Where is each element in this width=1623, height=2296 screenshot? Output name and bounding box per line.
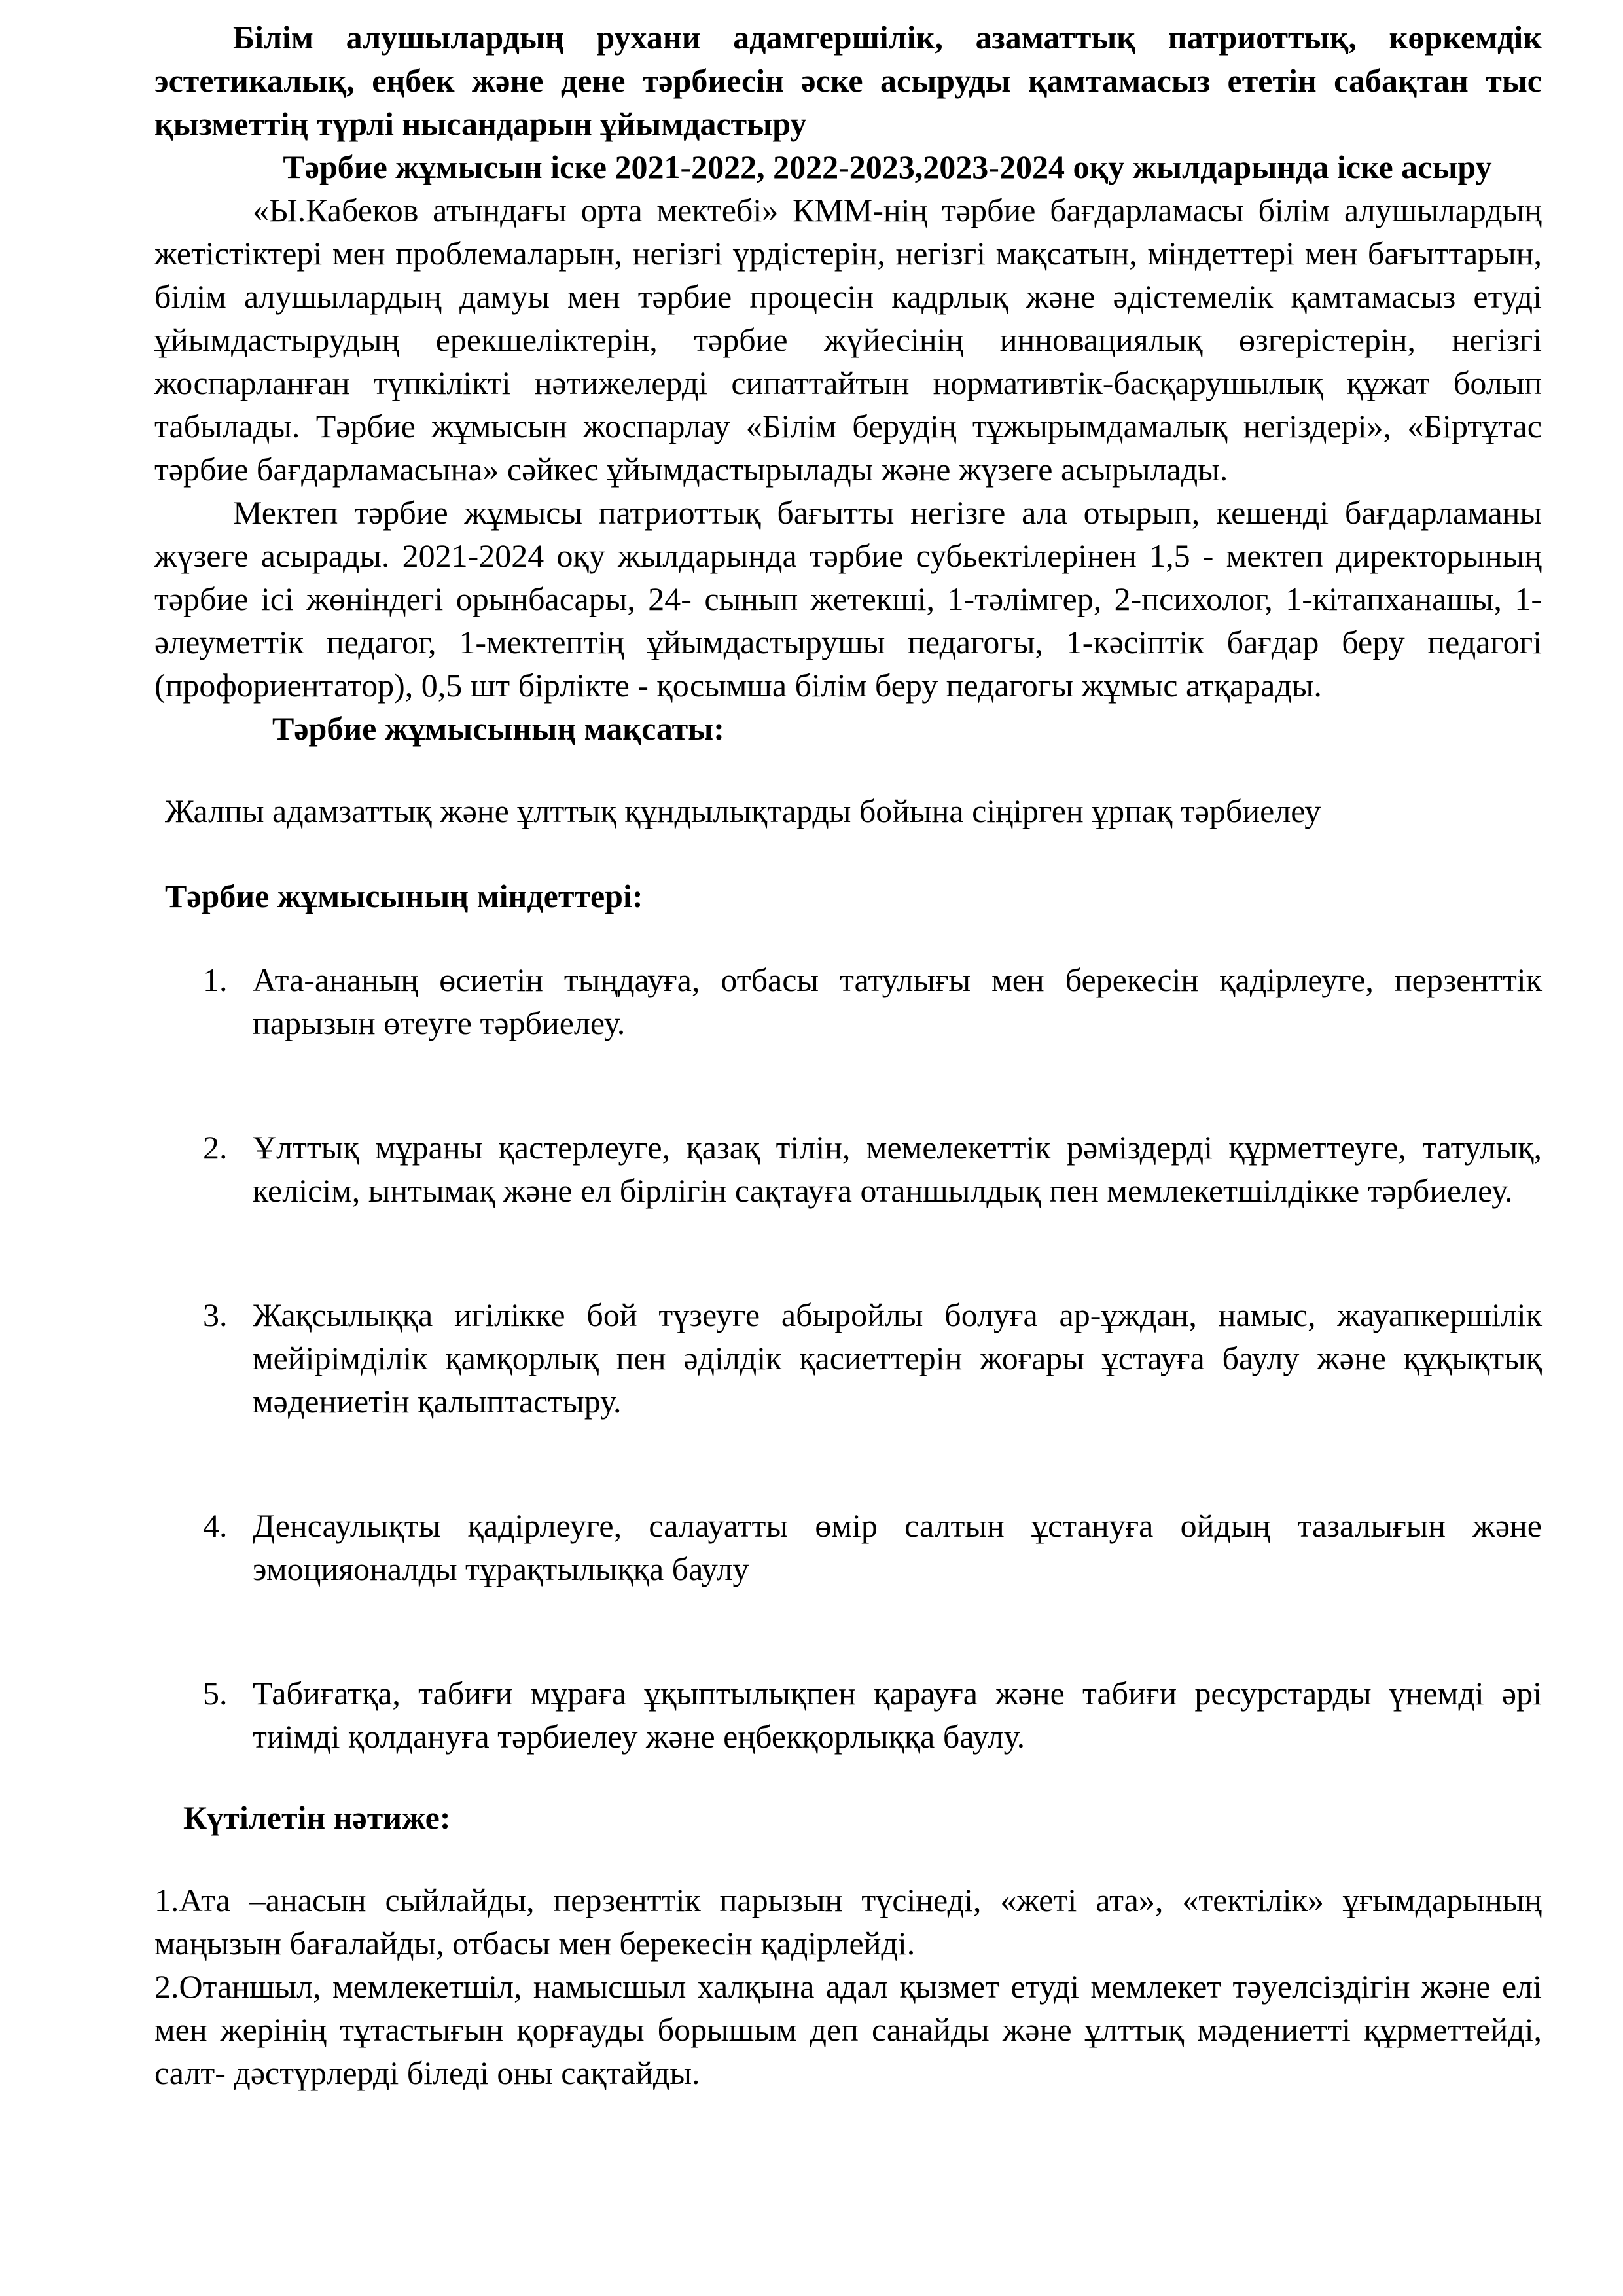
task-text: Ата-ананың өсиетін тыңдауға, отбасы татулығы мен берекесін қадірлеуге, перзенттік парызын өтеуге тәрбиелеу. — [253, 961, 1542, 1041]
goal-heading: Тәрбие жұмысының мақсаты: — [272, 710, 724, 747]
task-text: Жақсылыққа игілікке бой түзеуге абыройлы болуға ар-ұждан, намыс, жауапкершілік мейірімділік қамқорлық пен әділдік қасиеттерін жоғары ұстауға баулу және құқықтық мәдениетін қалыптастыру. — [253, 1297, 1542, 1420]
task-item — [154, 958, 1542, 1045]
document-subtitle: Тәрбие жұмысын іске 2021-2022, 2022-2023,2023-2024 оқу жылдарында іске асыру — [283, 149, 1492, 185]
task-item — [154, 1504, 1542, 1590]
task-text: Табиғатқа, табиғи мұраға ұқыптылықпен қарауға және табиғи ресурстарды үнемді әрі тиімді қолдануға тәрбиелеу және еңбекқорлыққа баулу. — [253, 1675, 1542, 1755]
staff-paragraph: Мектеп тәрбие жұмысы патриоттық бағытты негізге ала отырып, кешенді бағдарламаны жүзеге асырады. 2021-2024 оқу жылдарында тәрбие субьектілерінен 1,5 - мектеп директорының тәрбие ісі жөніндегі орынбасары, 24- сынып жетекші, 1-тәлімгер, 2-психолог, 1-кітапханашы, 1-әлеуметтік педагог, 1-мектептің ұйымдастырушы педагогы, 1-кәсіптік бағдар беру педагогі (профориентатор), 0,5 шт бірлікте - қосымша білім беру педагогы жұмыс атқарады. — [154, 494, 1542, 704]
task-number: 4. — [203, 1507, 228, 1544]
result-item: 2.Отаншыл, мемлекетшіл, намысшыл халқына адал қызмет етуді мемлекет тәуелсіздігін және елі мен жерінің тұтастығын қорғауды борышым деп санайды және ұлттық мәдениетті құрметтейді, салт- дәстүрлерді біледі оны сақтайды. — [154, 1968, 1542, 2091]
results-heading: Күтілетін нәтиже: — [183, 1799, 451, 1836]
tasks-heading: Тәрбие жұмысының міндеттері: — [165, 878, 643, 914]
task-item — [154, 1293, 1542, 1423]
document-page — [154, 16, 1542, 2094]
task-item — [154, 1672, 1542, 1758]
task-text: Денсаулықты қадірлеуге, салауатты өмір салтын ұстануға ойдың тазалығын және эмоцияоналды тұрақтылыққа баулу — [253, 1507, 1542, 1587]
goal-text: Жалпы адамзаттық және ұлттық құндылықтарды бойына сіңірген ұрпақ тәрбиелеу — [165, 793, 1321, 829]
intro-paragraph: «Ы.Кабеков атындағы орта мектебі» КММ-нің тәрбие бағдарламасы білім алушылардың жетістіктері мен проблемаларын, негізгі үрдістерін, негізгі мақсатын, міндеттері мен бағыттарын, білім алушылардың дамуы мен тәрбие процесін кадрлық және әдістемелік қамтамасыз етуді ұйымдастырудың ерекшеліктерін, тәрбие жүйесінің инновациялық өзгерістерін, негізгі жоспарланған түпкілікті нәтижелерді сипаттайтын нормативтік-басқарушылық құжат болып табылады. Тәрбие жұмысын жоспарлау «Білім берудің тұжырымдамалық негіздері», «Біртұтас тәрбие бағдарламасына» сәйкес ұйымдастырылады және жүзеге асырылады. — [154, 192, 1542, 488]
task-item — [154, 1126, 1542, 1212]
task-number: 1. — [203, 961, 228, 998]
tasks-list — [154, 958, 1542, 1758]
document-title: Білім алушылардың рухани адамгершілік, азаматтық патриоттық, көркемдік эстетикалық, еңбек және дене тәрбиесін әске асыруды қамтамасыз ететін сабақтан тыс қызметтің түрлі нысандарын ұйымдастыру — [154, 19, 1542, 142]
task-number: 3. — [203, 1297, 228, 1333]
task-number: 5. — [203, 1675, 228, 1712]
task-number: 2. — [203, 1129, 228, 1166]
task-text: Ұлттық мұраны қастерлеуге, қазақ тілін, мемелекеттік рәміздерді құрметтеуге, татулық, келісім, ынтымақ және ел бірлігін сақтауға отаншылдық пен мемлекетшілдікке тәрбиелеу. — [253, 1129, 1542, 1209]
result-item: 1.Ата –анасын сыйлайды, перзенттік парызын түсінеді, «жеті ата», «тектілік» ұғымдарының маңызын бағалайды, отбасы мен берекесін қадірлейді. — [154, 1882, 1542, 1962]
results-list — [154, 1878, 1542, 2094]
